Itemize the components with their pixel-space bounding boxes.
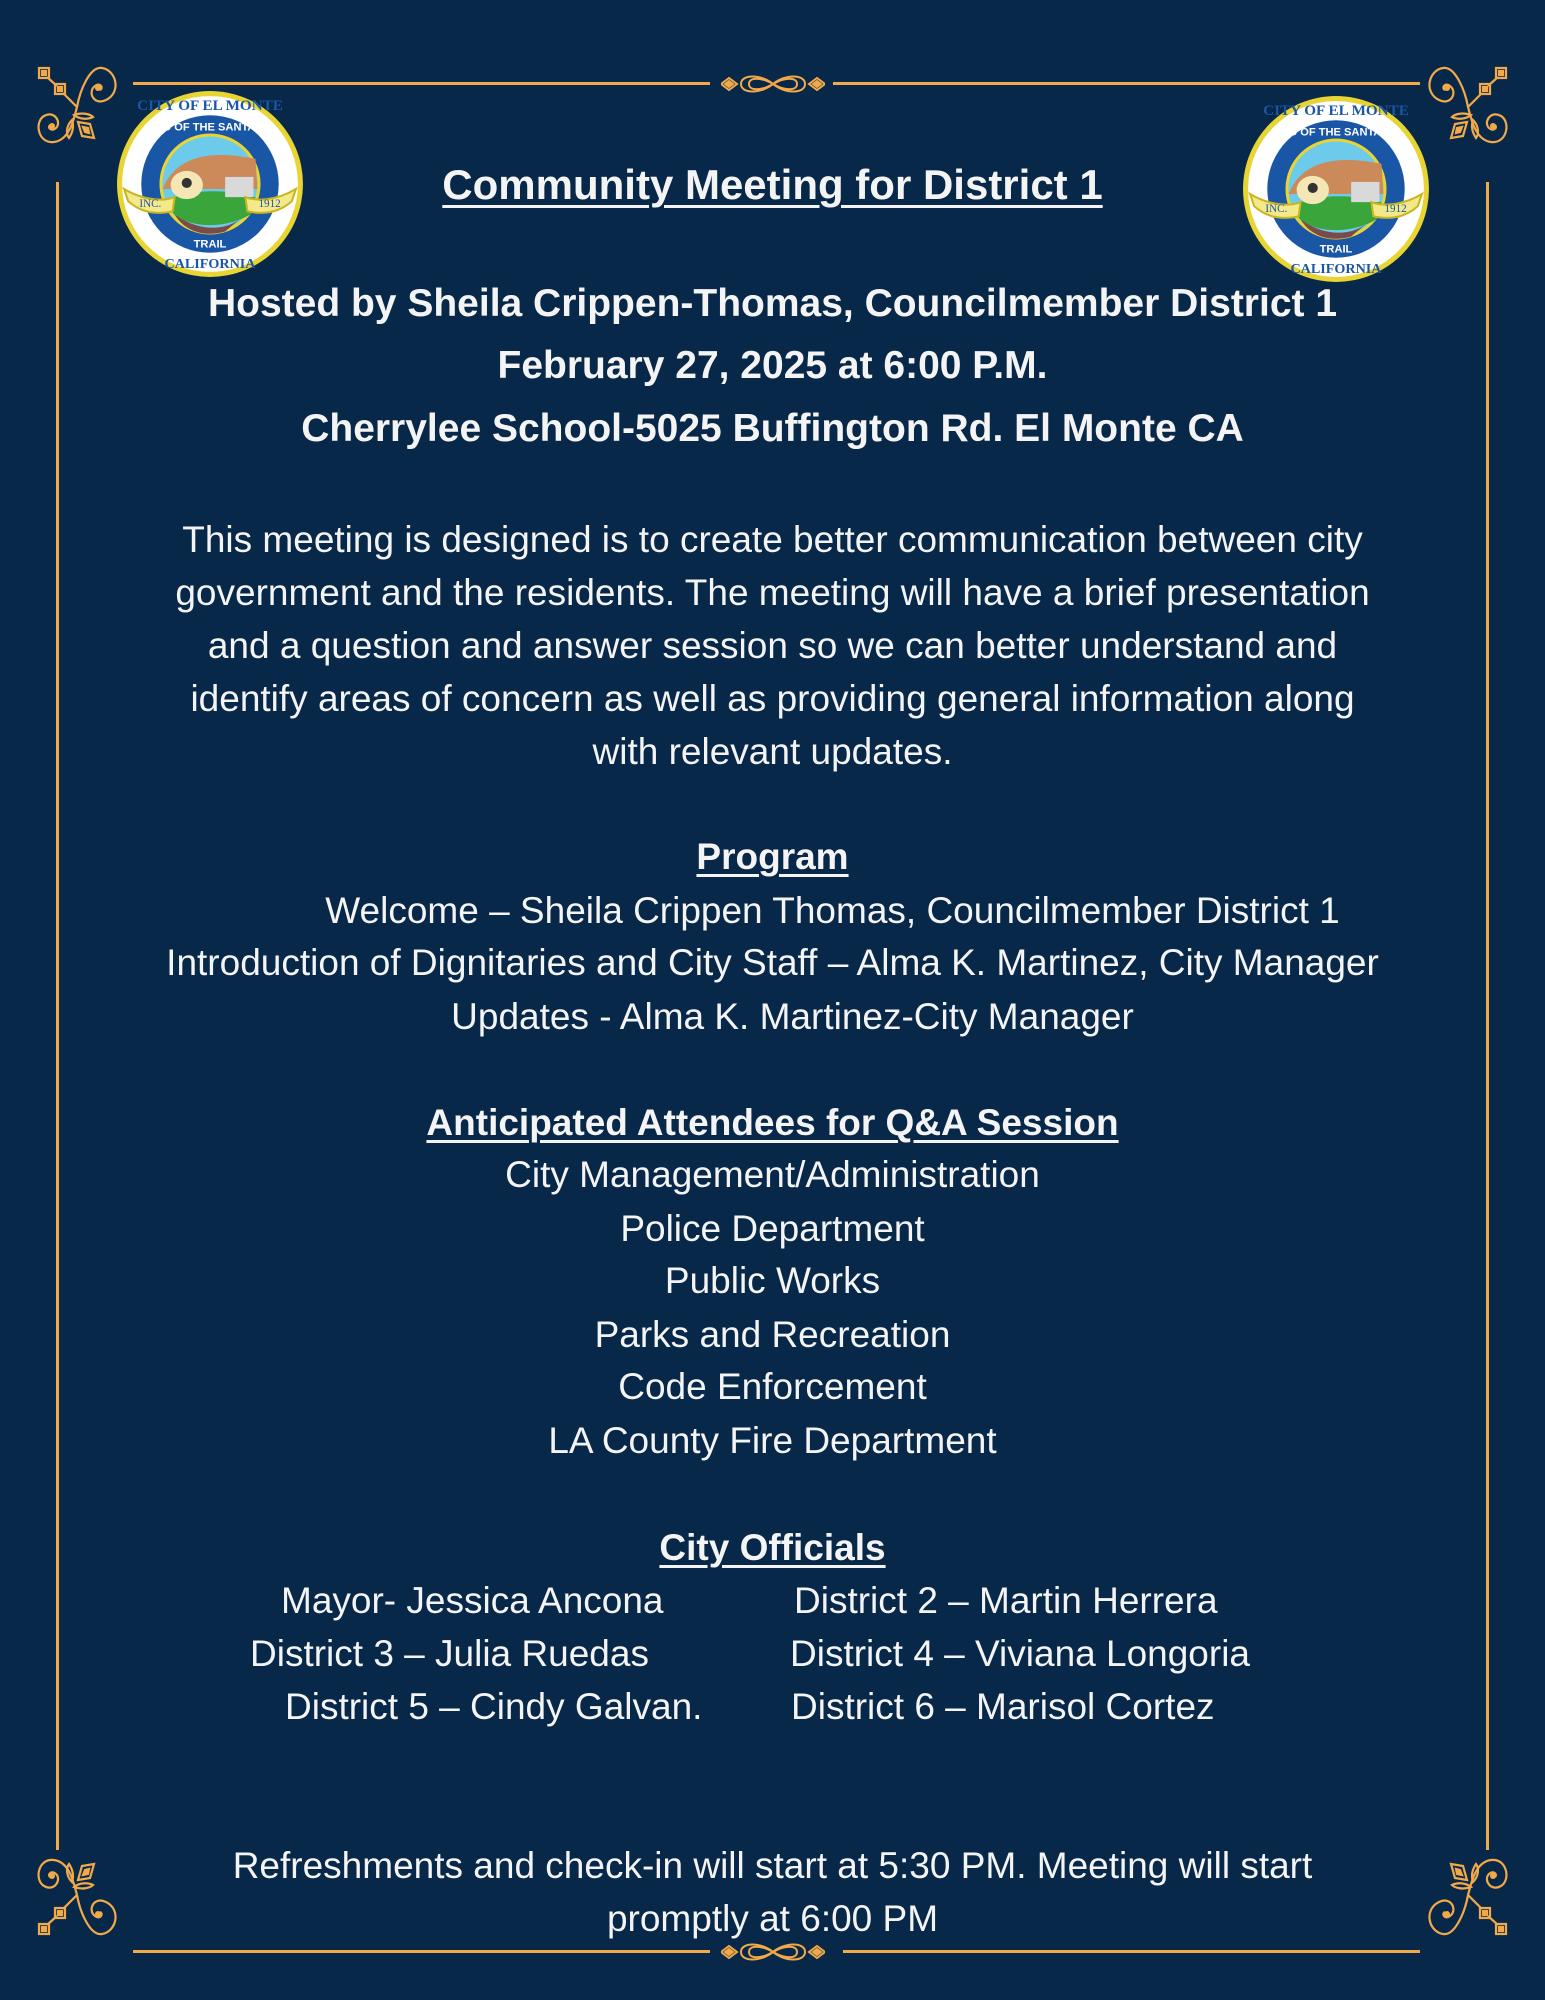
corner-ornament-top-left: [32, 60, 122, 150]
description-line: with relevant updates.: [592, 731, 953, 772]
description-line: government and the residents. The meeting will have a brief presentation: [175, 572, 1370, 613]
official-right: District 2 – Martin Herrera: [794, 1580, 1218, 1621]
bottom-knot-ornament: [721, 1942, 825, 1962]
top-border-right: [833, 82, 1420, 85]
attendee-item: Public Works: [664, 1260, 881, 1301]
attendee-item: Parks and Recreation: [594, 1314, 951, 1355]
description-line: and a question and answer session so we can better understand and: [207, 625, 1338, 666]
description-line: This meeting is designed is to create better communication between city: [182, 519, 1363, 560]
official-right: District 4 – Viviana Longoria: [790, 1633, 1251, 1674]
attendees-heading: Anticipated Attendees for Q&A Session: [426, 1102, 1119, 1143]
program-item: Updates - Alma K. Martinez-City Manager: [451, 996, 1134, 1037]
bottom-border-left: [133, 1950, 710, 1953]
location-line: Cherrylee School-5025 Buffington Rd. El Monte CA: [301, 407, 1244, 450]
host-line: Hosted by Sheila Crippen-Thomas, Councilmember District 1: [207, 282, 1338, 325]
attendee-item: LA County Fire Department: [548, 1420, 997, 1461]
corner-ornament-top-right: [1423, 60, 1513, 150]
top-border-left: [133, 82, 710, 85]
page-title: Community Meeting for District 1: [442, 161, 1103, 208]
bottom-border-right: [843, 1950, 1420, 1953]
official-left: District 3 – Julia Ruedas: [250, 1633, 649, 1674]
attendee-item: Police Department: [620, 1208, 925, 1249]
officials-heading: City Officials: [659, 1527, 886, 1568]
attendee-item: City Management/Administration: [505, 1154, 1040, 1195]
program-heading: Program: [696, 836, 849, 877]
footer-line: Refreshments and check-in will start at 5:30 PM. Meeting will start: [232, 1845, 1313, 1886]
date-line: February 27, 2025 at 6:00 P.M.: [497, 344, 1048, 387]
description-line: identify areas of concern as well as providing general information along: [190, 678, 1355, 719]
footer-line: promptly at 6:00 PM: [606, 1898, 939, 1939]
official-left: Mayor- Jessica Ancona: [281, 1580, 664, 1621]
attendee-item: Code Enforcement: [618, 1366, 927, 1407]
program-item: Welcome – Sheila Crippen Thomas, Councilmember District 1: [325, 890, 1340, 931]
official-left: District 5 – Cindy Galvan.: [285, 1686, 703, 1727]
official-right: District 6 – Marisol Cortez: [791, 1686, 1215, 1727]
program-item: Introduction of Dignitaries and City Staff – Alma K. Martinez, City Manager: [166, 942, 1379, 983]
top-knot-ornament: [721, 74, 825, 94]
